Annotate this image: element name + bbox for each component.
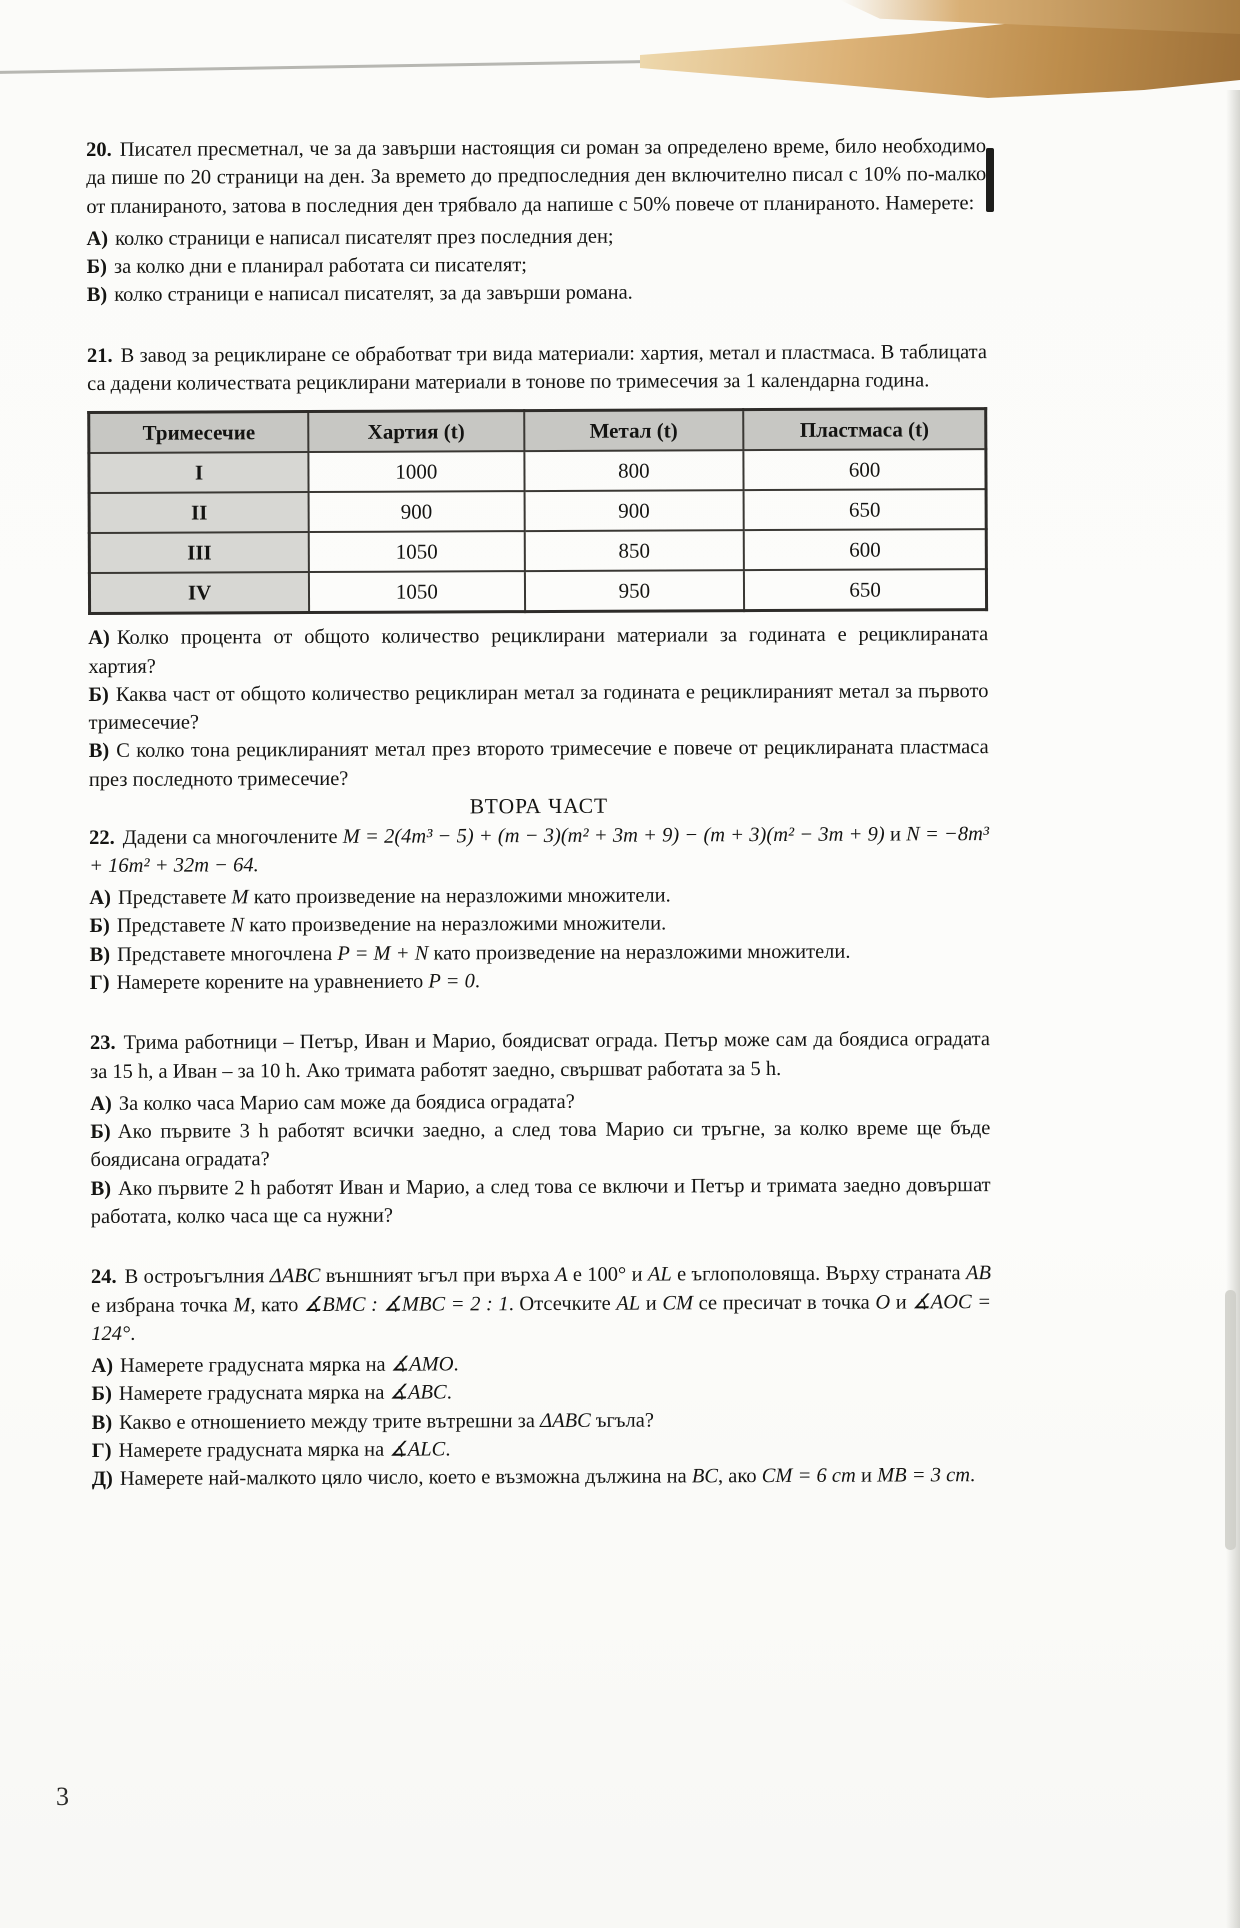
problem-21-item-v	[89, 733, 989, 793]
table-cell: 650	[744, 489, 986, 530]
item-text: Колко процента от общото количество рециклирани материали за годината е рециклираната хартия?	[88, 623, 989, 678]
problem-24-item-a	[91, 1348, 991, 1380]
problem-24-item-b	[91, 1376, 991, 1408]
problem-20-item-v	[87, 277, 987, 309]
problem-24-statement	[91, 1259, 991, 1348]
item-label: В)	[86, 284, 108, 307]
problem-20-items	[86, 221, 986, 310]
section-heading: ВТОРА ЧАСТ	[469, 793, 609, 819]
item-label: Г)	[91, 1439, 112, 1462]
page-content	[86, 132, 992, 1493]
table-header-paper: Хартия (t)	[308, 411, 523, 452]
table-cell-quarter: II	[89, 492, 309, 533]
item-text: Представете N като произведение на неразложими множители.	[116, 912, 667, 938]
item-label: Б)	[90, 1121, 111, 1144]
table-cell-quarter: III	[89, 532, 309, 573]
page-number: 3	[56, 1782, 69, 1811]
table-cell-quarter: IV	[89, 572, 309, 613]
item-label: А)	[91, 1354, 114, 1378]
problem-20-statement	[86, 132, 986, 221]
problem-23-text: Трима работници – Петър, Иван и Марио, боядисват ограда. Петър може сам да боядиса оградата за 15 h, а Иван – за 10 h. Ако тримата работят заедно, свършват работата за 5 h.	[90, 1028, 990, 1083]
table-cell: 1000	[309, 451, 524, 492]
problem-20-number: 20.	[86, 138, 112, 161]
problem-21	[87, 338, 989, 794]
item-label: Д)	[91, 1468, 113, 1491]
problem-24-item-v	[92, 1405, 992, 1437]
item-text: Намерете градусната мярка на ∡ALC.	[118, 1438, 451, 1462]
table-header-row	[89, 409, 986, 453]
problem-24-items	[91, 1348, 992, 1493]
table-header-metal: Метал (t)	[524, 410, 744, 451]
item-text: колко страници е написал писателят през последния ден;	[115, 225, 614, 250]
problem-21-number: 21.	[86, 344, 113, 367]
problem-21-items	[88, 620, 989, 794]
problem-21-text: В завод за рециклиране се обработват три вида материали: хартия, метал и пластмаса. В таблицата са дадени количествата рециклирани материали в тонове по тримесечия за 1 календарна година.	[87, 340, 987, 395]
item-label: Г)	[89, 971, 110, 994]
item-label: В)	[90, 1177, 112, 1200]
item-text: С колко тона рециклираният метал през второто тримесечие е повече от рециклираната пластмаса през последното тримесечие?	[88, 736, 989, 791]
table-cell: 850	[524, 530, 744, 571]
item-label: Б)	[86, 256, 108, 279]
recycling-table	[87, 407, 988, 615]
right-edge-shadow	[1226, 90, 1240, 1928]
problem-23-items	[90, 1086, 991, 1231]
problem-22-item-v	[90, 937, 990, 969]
problem-24-item-d	[92, 1461, 992, 1493]
problem-24-text: В остроъгълния ΔABC външният ъгъл при върха A е 100° и AL е ъглополовяща. Върху страната AB е избрана точка M, като ∡BMC : ∡MBC = 2 : 1. Отсечките AL и CM се пресичат в точка O и ∡AOC = 124°.	[91, 1262, 992, 1345]
problem-20-item-a	[86, 221, 986, 253]
problem-22	[89, 820, 990, 998]
item-text: Представете M като произведение на неразложими множители.	[117, 884, 671, 910]
problem-21-item-a	[88, 620, 988, 680]
item-text: Ако първите 3 h работят всички заедно, а след това Марио си тръгне, за колко време ще бъде боядисана оградата?	[90, 1117, 991, 1172]
table-cell: 950	[524, 570, 744, 611]
table-cell: 600	[744, 529, 986, 570]
problem-24-number: 24.	[90, 1266, 117, 1289]
item-label: А)	[88, 627, 110, 650]
problem-22-number: 22.	[89, 826, 115, 849]
item-label: В)	[91, 1411, 113, 1434]
problem-23-item-b	[90, 1114, 990, 1174]
table-row	[89, 529, 986, 573]
item-label: Б)	[88, 683, 109, 706]
right-edge-smudge	[1225, 1290, 1236, 1550]
problem-20-text: Писател пресметнал, че за да завърши настоящия си роман за определено време, било необходимо да пише по 20 страници на ден. За времето до предпоследния ден включително писал с 10% по-малко от планираното, затова в последния ден трябвало да напише с 50% повече от планираното. Намерете:	[86, 135, 987, 218]
problem-20-item-b	[87, 249, 987, 281]
problem-21-item-b	[88, 677, 988, 737]
binding-ink-mark	[986, 148, 994, 212]
item-text: Каква част от общото количество рециклиран метал за годината е рециклираният метал за първото тримесечие?	[88, 679, 989, 735]
item-label: В)	[89, 943, 111, 966]
problem-24	[91, 1259, 992, 1493]
item-text: Намерете най-малкото цяло число, което е възможна дължина на BC, ако CM = 6 cm и MB = 3 cm.	[119, 1464, 976, 1491]
problem-22-text: Дадени са многочлените M = 2(4m³ − 5) + (m − 3)(m² + 3m + 9) − (m + 3)(m² − 3m + 9) и N = −8m³ + 16m² + 32m − 64.	[89, 822, 990, 877]
item-label: А)	[89, 887, 112, 910]
table-row	[89, 569, 986, 613]
problem-22-item-g	[90, 965, 990, 997]
problem-20	[86, 132, 987, 310]
table-cell: 1050	[309, 571, 524, 612]
problem-23-item-v	[91, 1171, 991, 1231]
item-label: Б)	[89, 915, 110, 938]
table-cell: 900	[309, 491, 524, 532]
problem-22-statement	[89, 820, 989, 880]
table-header-plastic: Пластмаса (t)	[743, 409, 985, 451]
item-label: А)	[90, 1092, 112, 1115]
table-cell-quarter: I	[89, 452, 309, 493]
problem-23	[90, 1025, 991, 1231]
item-label: А)	[86, 227, 109, 250]
problem-22-item-a	[89, 880, 989, 912]
item-text: колко страници е написал писателят, за да завърши романа.	[114, 282, 633, 307]
item-label: В)	[88, 740, 110, 763]
problem-23-statement	[90, 1025, 990, 1085]
table-cell: 650	[744, 569, 986, 611]
table-cell: 900	[524, 490, 744, 531]
table-cell: 1050	[309, 531, 524, 572]
item-label: Б)	[91, 1383, 112, 1406]
item-text: Намерете градусната мярка на ∡ABC.	[118, 1381, 452, 1406]
table-row	[89, 489, 986, 533]
problem-23-item-a	[90, 1086, 990, 1118]
table-cell: 600	[744, 449, 986, 490]
problem-22-item-b	[89, 909, 989, 941]
table-row	[89, 449, 986, 493]
table-header-quarter: Тримесечие	[89, 412, 309, 453]
item-text: Ако първите 2 h работят Иван и Марио, а след това се включи и Петър и тримата заедно довършат работата, колко часа ще са нужни?	[90, 1173, 991, 1228]
item-text: Какво е отношението между трите вътрешни за ΔABC ъгъла?	[119, 1409, 654, 1434]
problem-23-number: 23.	[89, 1032, 116, 1055]
item-text: Намерете градусната мярка на ∡AMO.	[119, 1353, 459, 1377]
item-text: Намерете корените на уравнението P = 0.	[116, 970, 481, 994]
item-text: Представете многочлена P = M + N като произведение на неразложими множители.	[117, 940, 851, 966]
problem-24-item-g	[92, 1433, 992, 1465]
problem-22-items	[89, 880, 989, 997]
table-cell: 800	[524, 450, 744, 491]
problem-21-statement	[87, 338, 987, 398]
item-text: за колко дни е планирал работата си писателят;	[113, 254, 527, 279]
item-text: За колко часа Марио сам може да боядиса оградата?	[118, 1090, 575, 1115]
